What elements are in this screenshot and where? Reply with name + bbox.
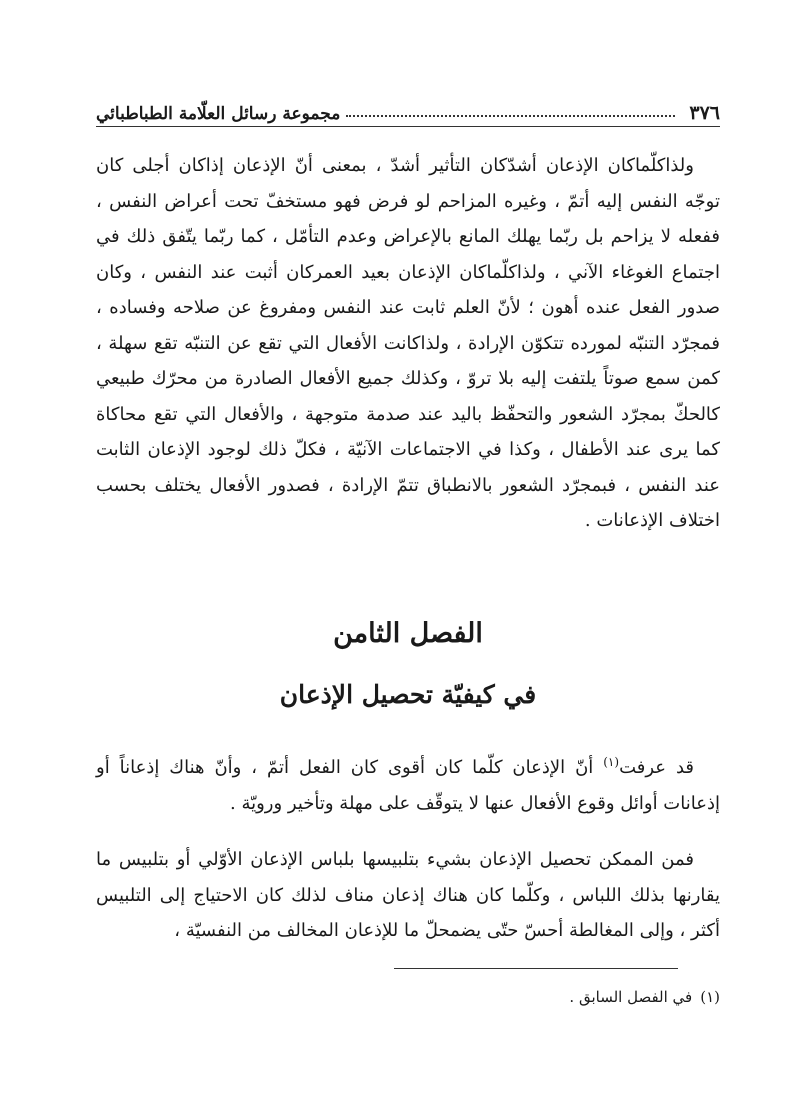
paragraph-3: فمن الممكن تحصيل الإذعان بشيء بتلبيسها بلباس الإذعان الأوّلي أو بتلبيس ما يقارنها بذلك اللباس ، وكلّما كان هناك إذعان مناف لذلك كان الاحتياج إلى التلبيس أكثر ، وإلى المغالطة أحسّ حتّى يضمحلّ ما للإذعان المخالف من النفسيّة ، xyxy=(96,849,720,941)
header-dot-leader xyxy=(346,115,675,117)
footnote-rule xyxy=(394,968,678,969)
header-rule xyxy=(96,126,720,127)
running-header xyxy=(96,88,720,124)
paragraph-2-rest: أنّ الإذعان كلّما كان أقوى كان الفعل أتمّ ، وأنّ هناك إذعاناً أو إذعانات أوائل وقوع الأفعال عنها لا يتوقّف على مهلة وتأخير ورويّة . xyxy=(96,757,720,814)
footnote-marker: (١) xyxy=(700,988,720,1006)
chapter-heading: الفصل الثامن xyxy=(333,618,483,649)
paragraph-2 xyxy=(96,750,720,821)
page-number: ٣٧٦ xyxy=(689,102,720,124)
chapter-subheading: في كيفيّة تحصيل الإذعان xyxy=(279,680,537,709)
footnote xyxy=(96,988,720,1006)
paragraph-1: ولذاكلّماكان الإذعان أشدّكان التأثير أشدّ ، بمعنى أنّ الإذعان إذاكان أجلى كان توجّه النفس إليه أتمّ ، وغيره المزاحم لو فرض فهو مستخفّ تحت أعراض النفس ، ففعله لا يزاحم بل ربّما يهلك المانع بالإعراض وعدم التأمّل ، كما ربّما يتّفق ذلك في اجتماع الغوغاء الآني ، ولذاكلّماكان الإذعان بعيد العمركان أثبت عند النفس ، وكان صدور الفعل عنده أهون ؛ لأنّ العلم ثابت عند النفس ومفروغ عن صلاحه وفساده ، فمجرّد التنبّه لمورده تتكوّن الإرادة ، ولذاكانت الأفعال التي تقع عن التنبّه تقع سهلة ، كمن سمع صوتاً يلتفت إليه بلا تروّ ، وكذلك جميع الأفعال الصادرة من محرّك طبيعي كالحكّ بمجرّد الشعور والتحفّظ باليد عند صدمة متوجهة ، والأفعال التي تقع محاكاة كما يرى عند الأطفال ، وكذا في الاجتماعات الآنيّة ، فكلّ ذلك لوجود الإذعان الثابت عند النفس ، فبمجرّد الشعور بالانطباق تتمّ الإرادة ، فصدور الأفعال يختلف بحسب اختلاف الإذعانات . xyxy=(96,155,720,531)
paragraph-2-start: قد عرفت xyxy=(619,757,694,778)
footnote-reference: (١) xyxy=(603,755,620,769)
running-title: مجموعة رسائل العلّامة الطباطبائي xyxy=(96,104,341,124)
footnote-text: في الفصل السابق . xyxy=(569,988,693,1006)
